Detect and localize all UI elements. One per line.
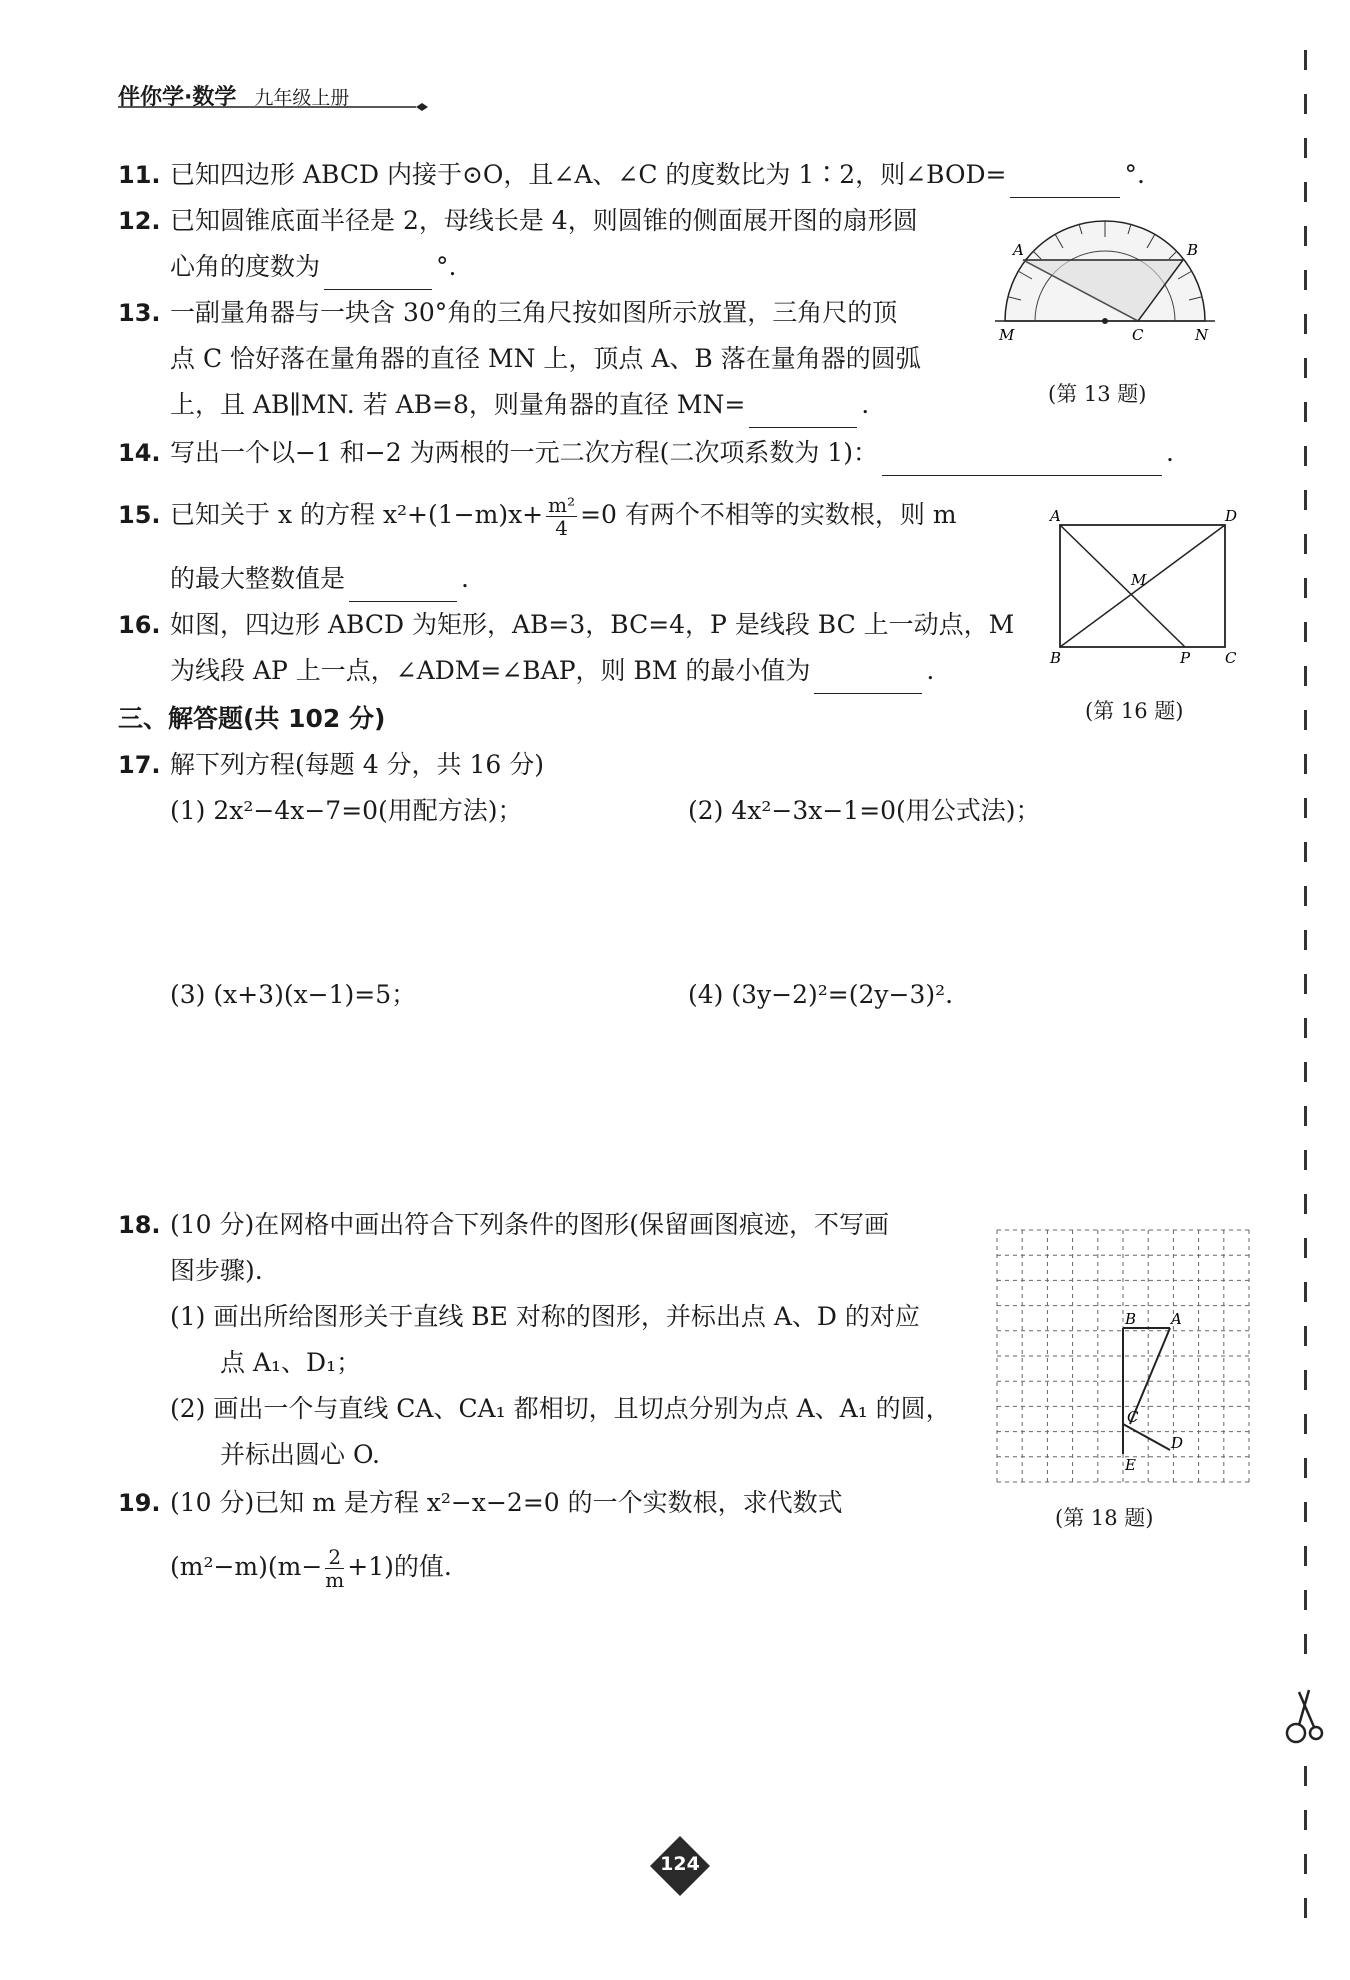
question-12-line2: [170, 244, 456, 290]
answer-blank[interactable]: [749, 397, 857, 428]
cut-line-dash: [1304, 1370, 1307, 1390]
question-19: [118, 1480, 843, 1526]
answer-blank[interactable]: [1010, 167, 1120, 198]
cut-line-dash: [1304, 974, 1307, 994]
cut-line-dash: [1304, 1238, 1307, 1258]
question-17-part2: (2) 4x²−3x−1=0(用公式法)；: [688, 796, 1041, 825]
figure-18-grid: [995, 1228, 1251, 1484]
cut-line-dash: [1304, 1106, 1307, 1126]
cut-line-dash: [1304, 842, 1307, 862]
question-suffix: .: [1165, 438, 1174, 467]
question-text: 心角的度数为: [170, 252, 321, 281]
question-13-line2: [170, 336, 921, 382]
question-18-line2: 图步骤).: [170, 1256, 263, 1285]
fraction-numerator: m²: [548, 493, 576, 517]
cut-line-dash: [1304, 1766, 1307, 1786]
cut-line-dash: [1304, 138, 1307, 158]
fraction: [546, 494, 577, 539]
question-text: 已知四边形 ABCD 内接于⊙O，且∠A、∠C 的度数比为 1∶2，则∠BOD=: [170, 160, 1007, 189]
label-D: D: [1171, 1434, 1184, 1452]
cut-line-dash: [1304, 578, 1307, 598]
question-text: 解下列方程(每题 4 分，共 16 分): [170, 750, 545, 779]
cut-line-dash: [1304, 930, 1307, 950]
cut-line-dash: [1304, 1854, 1307, 1874]
cut-line-dash: [1304, 886, 1307, 906]
cut-line-dash: [1304, 1502, 1307, 1522]
label-N: N: [1195, 326, 1209, 344]
figure-18-caption: (第 18 题): [1055, 1506, 1154, 1530]
answer-blank[interactable]: [349, 571, 457, 602]
cut-line-dash: [1304, 1634, 1307, 1654]
figure-13-protractor: [995, 215, 1215, 350]
fraction-denominator: 4: [555, 516, 568, 540]
label-P: P: [1180, 649, 1191, 667]
cut-line-dash: [1304, 1062, 1307, 1082]
cut-line-dash: [1304, 314, 1307, 334]
question-number: 14.: [118, 439, 161, 467]
cut-line-dash: [1304, 1898, 1307, 1918]
figure-16-caption: (第 16 题): [1085, 699, 1184, 723]
cut-line-dash: [1304, 358, 1307, 378]
cut-line-dash: [1304, 270, 1307, 290]
question-number: 11.: [118, 161, 161, 189]
question-17: [118, 742, 544, 788]
question-18-part1b: 点 A₁、D₁；: [220, 1348, 362, 1377]
question-text: 如图，四边形 ABCD 为矩形，AB=3，BC=4，P 是线段 BC 上一动点，M: [170, 610, 1015, 639]
question-text: =0 有两个不相等的实数根，则 m: [580, 500, 957, 529]
cut-line-dash: [1304, 666, 1307, 686]
cut-line-dash: [1304, 226, 1307, 246]
header-subtitle: 九年级上册: [254, 87, 350, 109]
label-A: A: [1013, 241, 1024, 259]
question-text: (10 分)已知 m 是方程 x²−x−2=0 的一个实数根，求代数式: [170, 1488, 843, 1517]
question-number: 16.: [118, 611, 161, 639]
label-M: M: [999, 326, 1015, 344]
question-text: 已知圆锥底面半径是 2，母线长是 4，则圆锥的侧面展开图的扇形圆: [170, 206, 918, 235]
question-17-part1: (1) 2x²−4x−7=0(用配方法)；: [170, 796, 523, 825]
cut-line-dash: [1304, 534, 1307, 554]
question-15: [118, 492, 957, 539]
cut-line-dash: [1304, 402, 1307, 422]
label-C: C: [1225, 649, 1237, 667]
answer-blank[interactable]: [814, 663, 922, 694]
question-number: 18.: [118, 1211, 161, 1239]
question-suffix: °.: [436, 252, 457, 281]
question-text: 一副量角器与一块含 30°角的三角尺按如图所示放置，三角尺的顶: [170, 298, 898, 327]
question-18-part2b: 并标出圆心 O.: [220, 1440, 380, 1469]
label-E: E: [1125, 1456, 1136, 1474]
answer-blank[interactable]: [882, 445, 1162, 476]
header-title: 伴你学·数学: [118, 85, 237, 110]
question-number: 12.: [118, 207, 161, 235]
cut-line-dash: [1304, 446, 1307, 466]
question-17-part4: (4) (3y−2)²=(2y−3)².: [688, 980, 954, 1009]
question-number: 19.: [118, 1489, 161, 1517]
question-14: [118, 430, 1174, 476]
question-number: 15.: [118, 501, 161, 529]
answer-blank[interactable]: [324, 259, 432, 290]
question-16-line2: [170, 648, 934, 694]
page-number-badge: [650, 1836, 710, 1896]
label-B: B: [1187, 241, 1199, 259]
cut-line-dash: [1304, 50, 1307, 70]
label-M: M: [1131, 571, 1147, 589]
fraction: [325, 1546, 344, 1591]
label-D: D: [1225, 507, 1238, 525]
cut-line-dash: [1304, 1018, 1307, 1038]
expression-part: (m²−m)(m−: [170, 1552, 323, 1581]
figure-16-rectangle: [1045, 505, 1245, 670]
cut-line-dash: [1304, 1282, 1307, 1302]
label-A: A: [1171, 1310, 1182, 1328]
question-13: [118, 290, 897, 336]
cut-line-dash: [1304, 798, 1307, 818]
cut-line-dash: [1304, 1546, 1307, 1566]
fraction-denominator: m: [325, 1568, 345, 1592]
question-13-line3: [170, 382, 869, 428]
question-suffix: °.: [1124, 160, 1145, 189]
question-text: 点 C 恰好落在量角器的直径 MN 上，顶点 A、B 落在量角器的圆弧: [170, 344, 921, 373]
expression-part: +1)的值.: [347, 1552, 452, 1581]
page-number: 124: [660, 1853, 700, 1875]
question-text: 的最大整数值是: [170, 564, 346, 593]
cut-line-dash: [1304, 622, 1307, 642]
question-text: 为线段 AP 上一点，∠ADM=∠BAP，则 BM 的最小值为: [170, 656, 811, 685]
question-text: 写出一个以−1 和−2 为两根的一元二次方程(二次项系数为 1)：: [170, 438, 878, 467]
question-suffix: .: [461, 564, 469, 593]
cut-line-dash: [1304, 1150, 1307, 1170]
question-15-line2: [170, 556, 469, 602]
cut-line-dash: [1304, 1810, 1307, 1830]
cut-line-dash: [1304, 1590, 1307, 1610]
question-text: (10 分)在网格中画出符合下列条件的图形(保留画图痕迹，不写画: [170, 1210, 890, 1239]
question-17-part3: (3) (x+3)(x−1)=5；: [170, 980, 417, 1009]
question-suffix: .: [861, 390, 870, 419]
question-12: [118, 198, 918, 244]
question-16: [118, 602, 1014, 648]
cut-line-dash: [1304, 490, 1307, 510]
cut-line-dash: [1304, 710, 1307, 730]
question-text: 已知关于 x 的方程 x²+(1−m)x+: [170, 500, 544, 529]
question-18-part1a: (1) 画出所给图形关于直线 BE 对称的图形，并标出点 A、D 的对应: [170, 1302, 920, 1331]
question-suffix: .: [926, 656, 935, 685]
cut-line-dash: [1304, 94, 1307, 114]
section-heading: 三、解答题(共 102 分): [118, 704, 386, 733]
cut-line-dash: [1304, 1326, 1307, 1346]
question-18-part2a: (2) 画出一个与直线 CA、CA₁ 都相切，且切点分别为点 A、A₁ 的圆，: [170, 1394, 951, 1423]
header-rule: [118, 103, 428, 117]
label-C: C: [1127, 1408, 1139, 1426]
label-B: B: [1125, 1310, 1137, 1328]
cut-line-dash: [1304, 1414, 1307, 1434]
question-number: 17.: [118, 751, 161, 779]
scissors-icon: [1283, 1688, 1329, 1748]
question-19-expression: [170, 1544, 452, 1591]
cut-line-dash: [1304, 182, 1307, 202]
figure-13-caption: (第 13 题): [1048, 382, 1147, 406]
label-A: A: [1050, 507, 1061, 525]
cut-line-dash: [1304, 1458, 1307, 1478]
cut-line-dash: [1304, 754, 1307, 774]
question-number: 13.: [118, 299, 161, 327]
question-text: 上，且 AB∥MN. 若 AB=8，则量角器的直径 MN=: [170, 390, 746, 419]
fraction-numerator: 2: [325, 1546, 344, 1569]
label-B: B: [1050, 649, 1062, 667]
cut-line-dash: [1304, 1194, 1307, 1214]
label-C: C: [1132, 326, 1144, 344]
question-11: [118, 152, 1145, 198]
question-18: [118, 1202, 889, 1248]
